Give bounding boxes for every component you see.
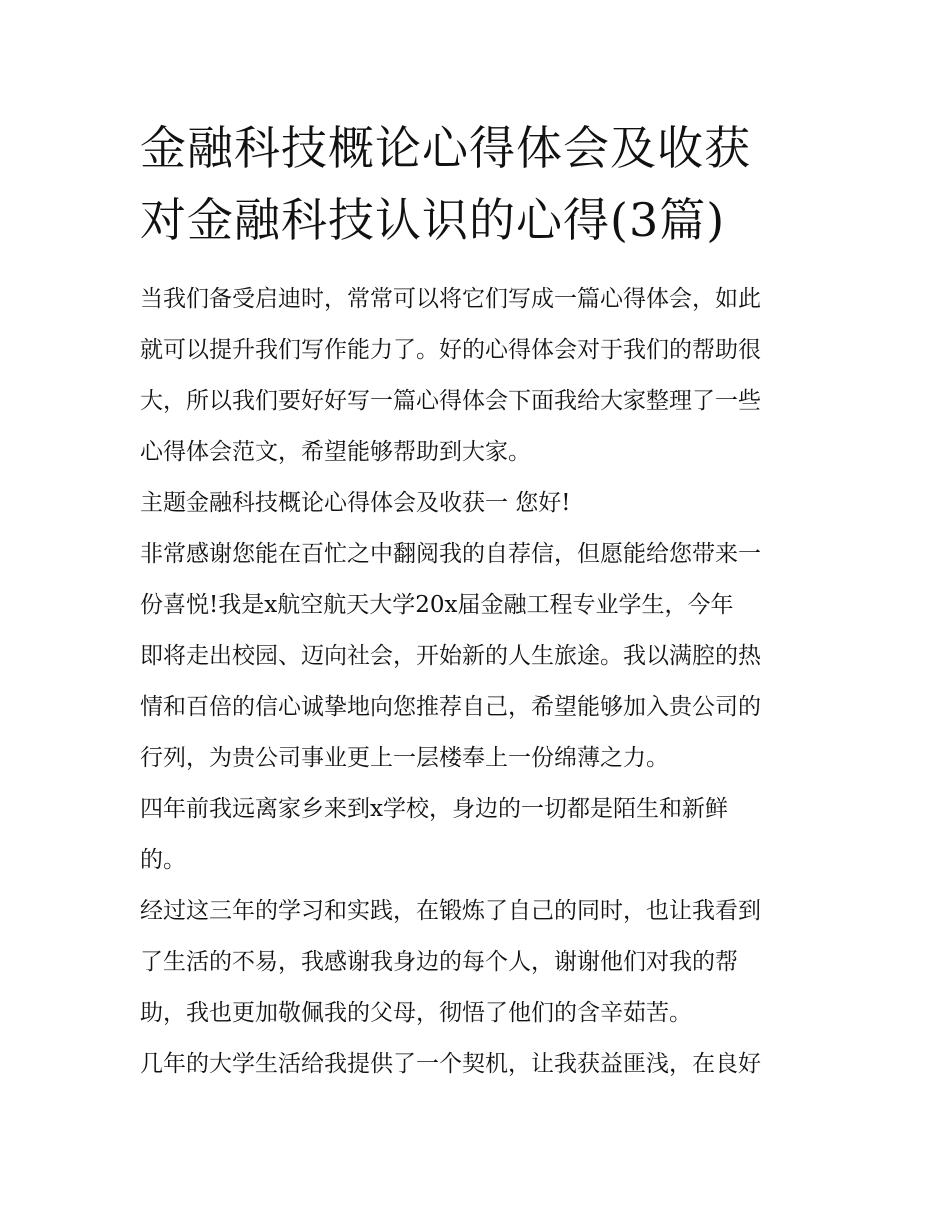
text-line: 几年的大学生活给我提供了一个契机，让我获益匪浅，在良好 — [140, 1051, 761, 1077]
paragraph-topic — [140, 478, 820, 529]
paragraph-experience — [140, 886, 820, 1039]
document-page — [140, 112, 820, 1090]
title-line-2: 对金融科技认识的心得(3篇) — [140, 193, 726, 247]
paragraph-university — [140, 1039, 820, 1090]
text-line: 大，所以我们要好好写一篇心得体会下面我给大家整理了一些 — [140, 388, 761, 414]
text-line: 非常感谢您能在百忙之中翻阅我的自荐信，但愿能给您带来一 — [140, 541, 761, 567]
text-line: 的。 — [140, 847, 186, 873]
paragraph-intro — [140, 274, 820, 478]
text-line: 行列，为贵公司事业更上一层楼奉上一份绵薄之力。 — [140, 745, 669, 771]
title-line-1: 金融科技概论心得体会及收获 — [140, 121, 751, 175]
text-line: 心得体会范文，希望能够帮助到大家。 — [140, 439, 531, 465]
text-line: 四年前我远离家乡来到x学校，身边的一切都是陌生和新鲜 — [140, 796, 728, 822]
document-title — [140, 112, 820, 256]
paragraph-letter — [140, 529, 820, 784]
text-line: 经过这三年的学习和实践，在锻炼了自己的同时，也让我看到 — [140, 898, 761, 924]
text-line: 情和百倍的信心诚挚地向您推荐自己，希望能够加入贵公司的 — [140, 694, 761, 720]
paragraph-school — [140, 784, 820, 886]
text-line: 当我们备受启迪时，常常可以将它们写成一篇心得体会，如此 — [140, 286, 761, 312]
text-line: 助，我也更加敬佩我的父母，彻悟了他们的含辛茹苦。 — [140, 1000, 692, 1026]
text-line: 即将走出校园、迈向社会，开始新的人生旅途。我以满腔的热 — [140, 643, 761, 669]
text-line: 主题金融科技概论心得体会及收获一 您好! — [140, 490, 571, 516]
text-line: 了生活的不易，我感谢我身边的每个人，谢谢他们对我的帮 — [140, 949, 738, 975]
text-line: 就可以提升我们写作能力了。好的心得体会对于我们的帮助很 — [140, 337, 761, 363]
text-line: 份喜悦!我是x航空航天大学20x届金融工程专业学生，今年 — [140, 592, 734, 618]
